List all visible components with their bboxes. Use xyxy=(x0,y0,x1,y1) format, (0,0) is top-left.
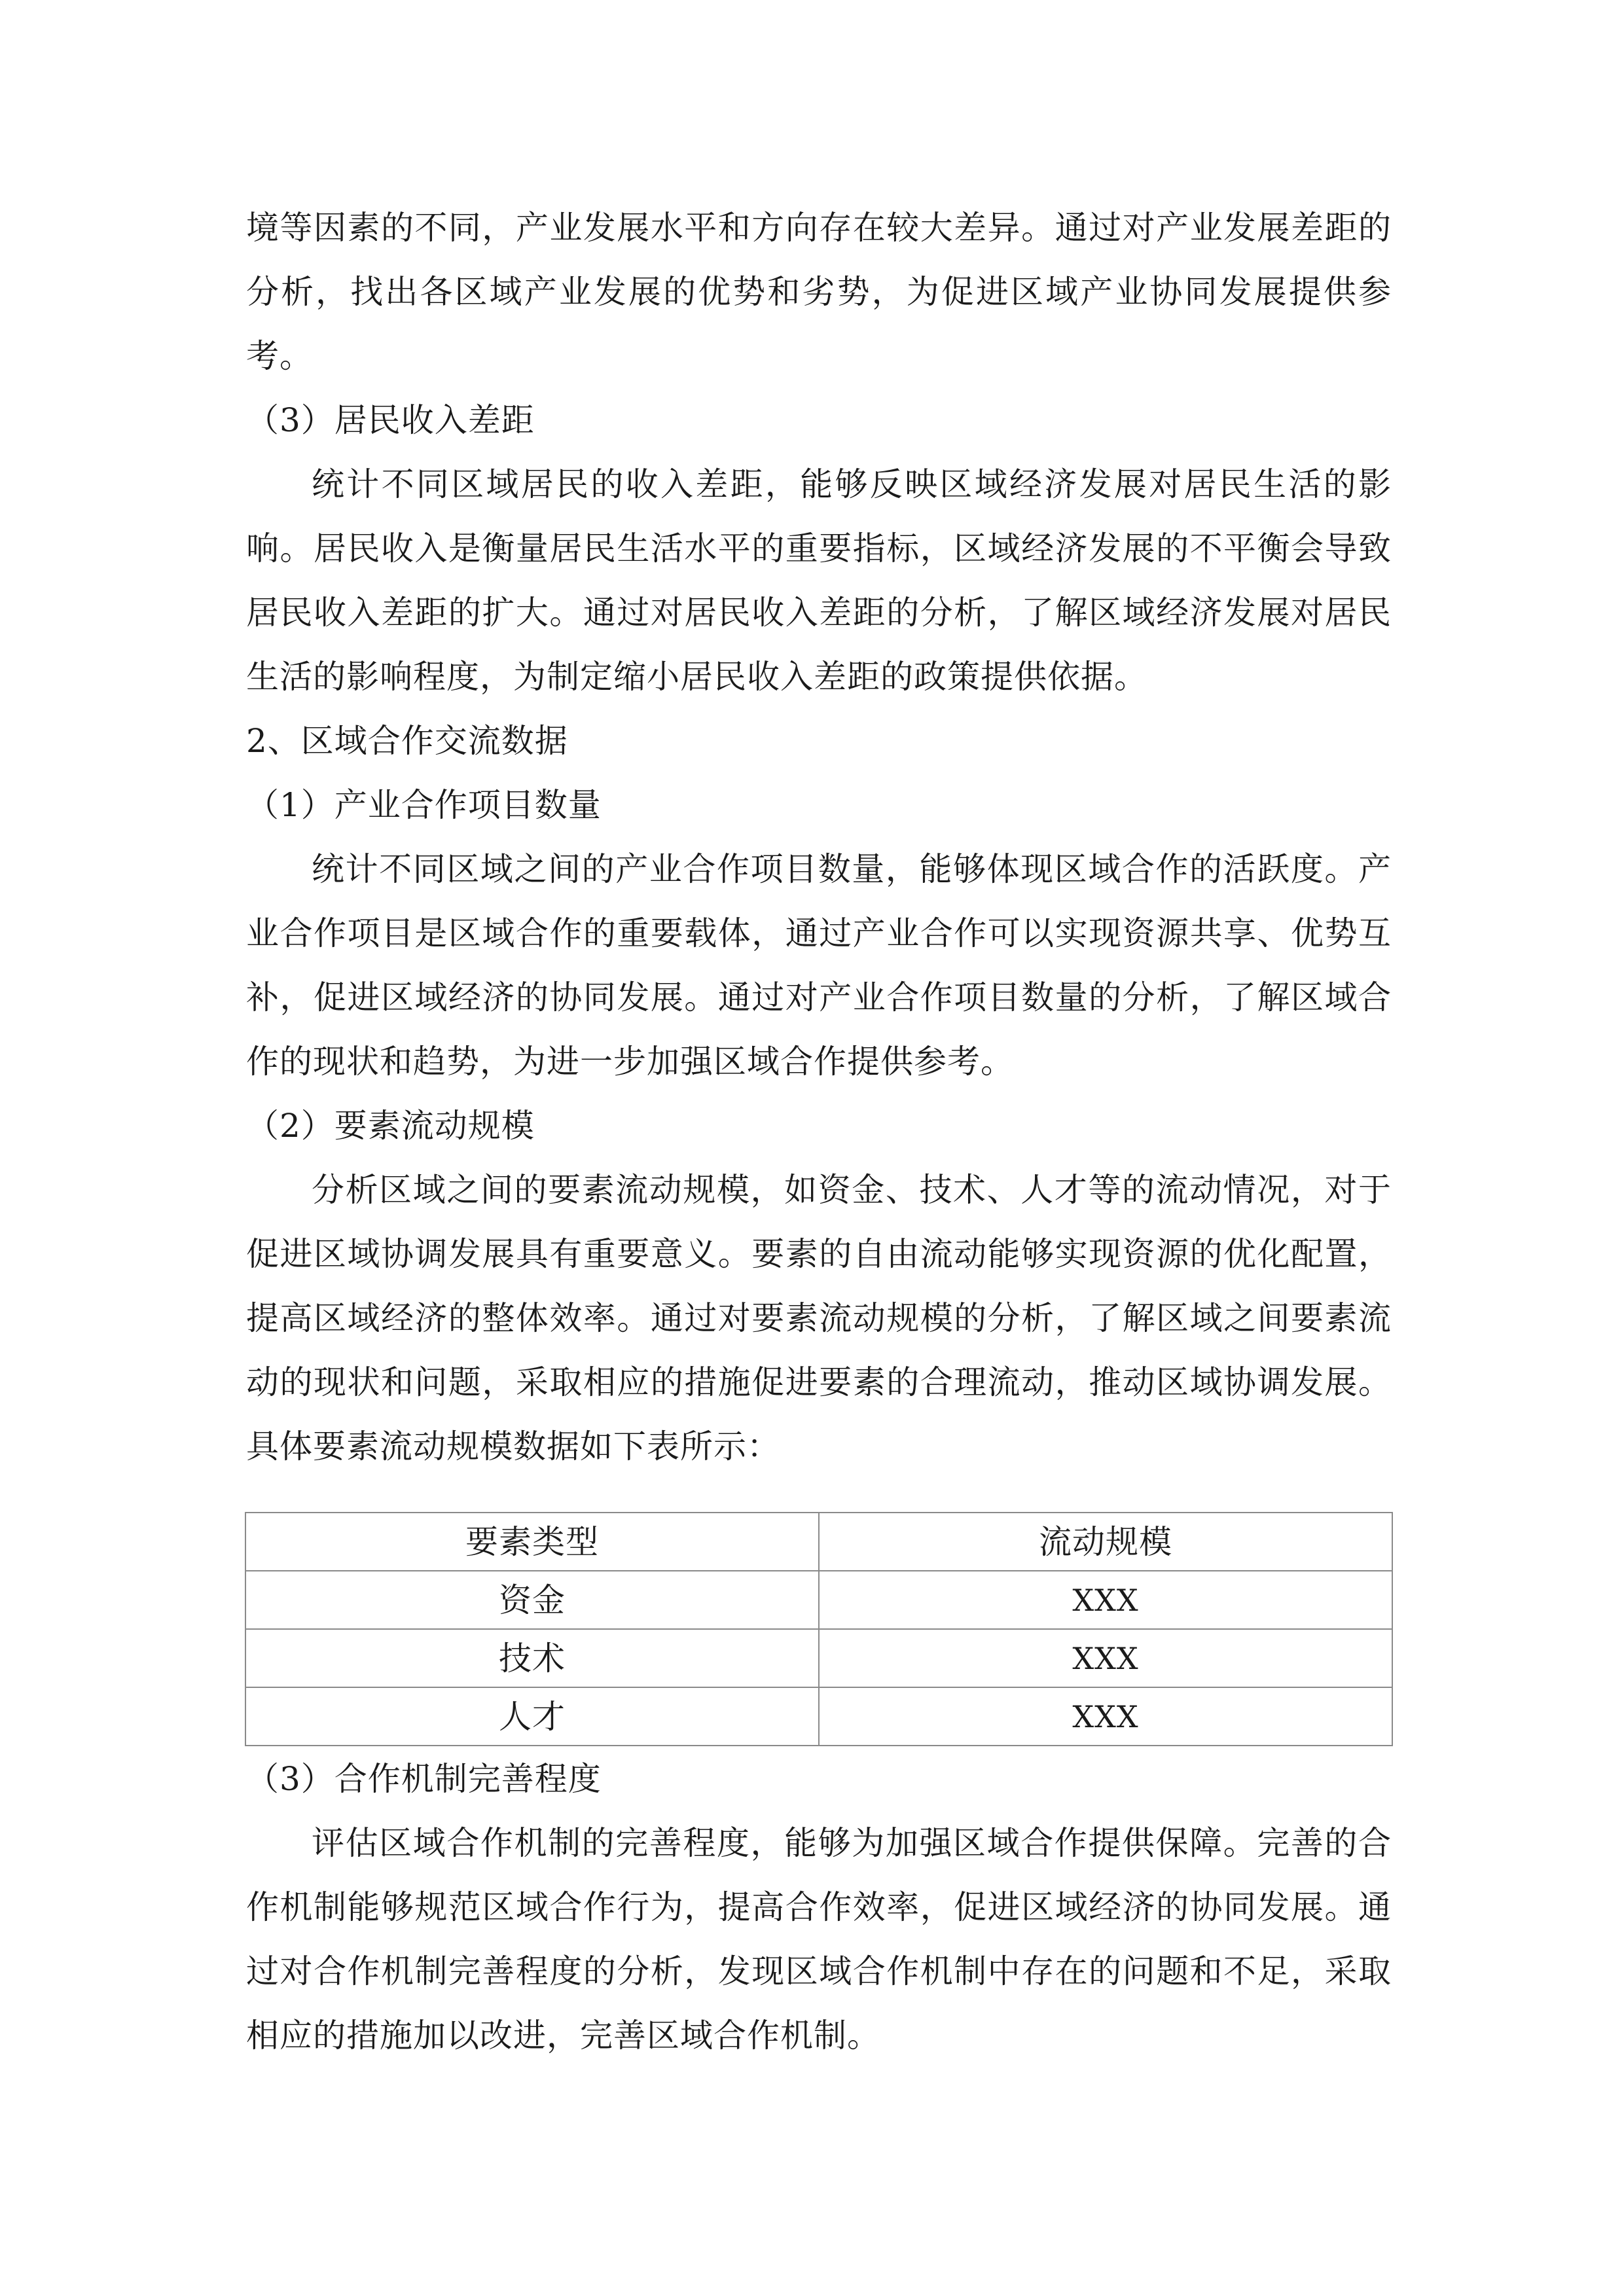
body-line: 分析区域之间的要素流动规模，如资金、技术、人才等的流动情况，对于 xyxy=(312,1171,1392,1209)
subsection-heading: （3）合作机制完善程度 xyxy=(246,1760,602,1798)
table-header-cell: 要素类型 xyxy=(245,1513,819,1571)
body-line: 动的现状和问题，采取相应的措施促进要素的合理流动，推动区域协调发展。 xyxy=(246,1363,1392,1401)
body-line: 响。居民收入是衡量居民生活水平的重要指标，区域经济发展的不平衡会导致 xyxy=(246,529,1392,567)
body-line: 过对合作机制完善程度的分析，发现区域合作机制中存在的问题和不足，采取 xyxy=(246,1952,1392,1990)
table-header-row xyxy=(245,1513,1392,1571)
table-row xyxy=(245,1629,1392,1687)
body-line: 提高区域经济的整体效率。通过对要素流动规模的分析，了解区域之间要素流 xyxy=(246,1299,1392,1337)
body-line: 评估区域合作机制的完善程度，能够为加强区域合作提供保障。完善的合 xyxy=(312,1824,1392,1862)
section-heading: 2、区域合作交流数据 xyxy=(246,722,568,760)
body-line: 境等因素的不同，产业发展水平和方向存在较大差异。通过对产业发展差距的 xyxy=(246,209,1392,247)
table-cell-scale: XXX xyxy=(819,1687,1392,1746)
body-line: 统计不同区域之间的产业合作项目数量，能够体现区域合作的活跃度。产 xyxy=(312,850,1392,888)
body-line: 考。 xyxy=(246,337,313,375)
body-line: 相应的措施加以改进，完善区域合作机制。 xyxy=(246,2017,880,2054)
body-line: 统计不同区域居民的收入差距，能够反映区域经济发展对居民生活的影 xyxy=(312,465,1392,503)
subsection-heading: （1）产业合作项目数量 xyxy=(246,786,602,824)
table-cell-scale: XXX xyxy=(819,1629,1392,1687)
body-line: 补，促进区域经济的协同发展。通过对产业合作项目数量的分析，了解区域合 xyxy=(246,978,1392,1016)
body-line: 生活的影响程度，为制定缩小居民收入差距的政策提供依据。 xyxy=(246,658,1147,696)
body-line: 促进区域协调发展具有重要意义。要素的自由流动能够实现资源的优化配置， xyxy=(246,1235,1392,1273)
table-row xyxy=(245,1687,1392,1746)
body-line: 具体要素流动规模数据如下表所示： xyxy=(246,1427,780,1465)
table-cell-type: 技术 xyxy=(245,1629,819,1687)
table-header-cell: 流动规模 xyxy=(819,1513,1392,1571)
body-line: 分析，找出各区域产业发展的优势和劣势，为促进区域产业协同发展提供参 xyxy=(246,273,1392,311)
body-line: 作机制能够规范区域合作行为，提高合作效率，促进区域经济的协同发展。通 xyxy=(246,1888,1392,1926)
table-row xyxy=(245,1571,1392,1629)
table-cell-type: 资金 xyxy=(245,1571,819,1629)
subsection-heading: （3）居民收入差距 xyxy=(246,401,535,439)
factor-flow-table xyxy=(245,1512,1393,1746)
subsection-heading: （2）要素流动规模 xyxy=(246,1107,535,1145)
table-cell-type: 人才 xyxy=(245,1687,819,1746)
body-line: 作的现状和趋势，为进一步加强区域合作提供参考。 xyxy=(246,1043,1014,1081)
body-line: 居民收入差距的扩大。通过对居民收入差距的分析，了解区域经济发展对居民 xyxy=(246,594,1392,632)
body-line: 业合作项目是区域合作的重要载体，通过产业合作可以实现资源共享、优势互 xyxy=(246,914,1392,952)
table-cell-scale: XXX xyxy=(819,1571,1392,1629)
